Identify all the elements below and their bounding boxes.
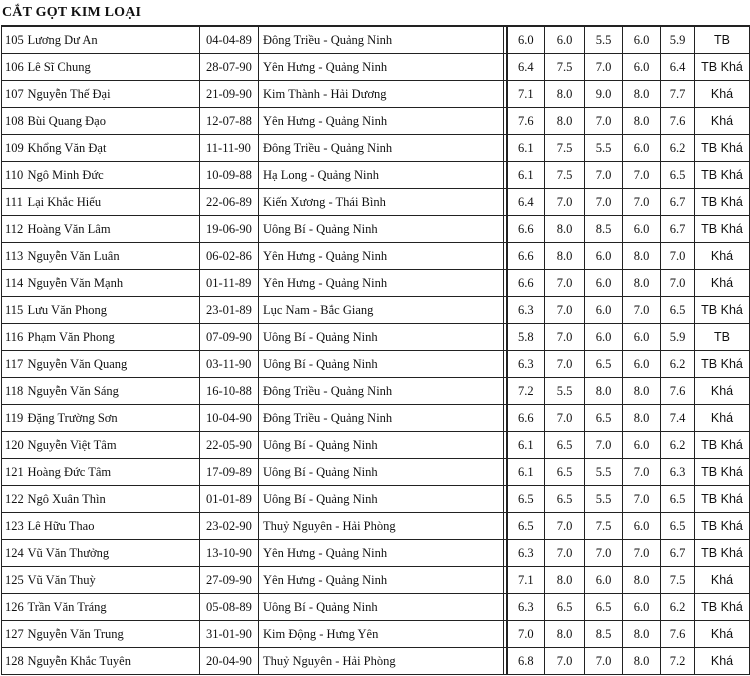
- table-row: [2, 351, 750, 378]
- score-2: 6.5: [545, 432, 585, 459]
- average-score: 7.4: [661, 405, 695, 432]
- student-name: Vũ Văn Thưởng: [26, 540, 200, 567]
- table-row: [2, 513, 750, 540]
- table-row: [2, 189, 750, 216]
- score-4: 6.0: [623, 26, 661, 54]
- birth-date: 11-11-90: [200, 135, 259, 162]
- score-2: 7.0: [545, 513, 585, 540]
- rank-label: TB Khá: [695, 135, 750, 162]
- rank-label: TB Khá: [695, 162, 750, 189]
- rank-label: TB Khá: [695, 459, 750, 486]
- hometown: Kim Động - Hưng Yên: [259, 621, 504, 648]
- score-2: 7.5: [545, 54, 585, 81]
- hometown: Lục Nam - Bắc Giang: [259, 297, 504, 324]
- table-row: [2, 297, 750, 324]
- average-score: 6.7: [661, 216, 695, 243]
- score-1: 6.5: [507, 486, 545, 513]
- rank-label: TB Khá: [695, 594, 750, 621]
- rank-label: TB Khá: [695, 486, 750, 513]
- table-row: [2, 486, 750, 513]
- section-heading: CẮT GỌT KIM LOẠI: [2, 5, 142, 20]
- score-3: 6.5: [585, 594, 623, 621]
- birth-date: 19-06-90: [200, 216, 259, 243]
- score-3: 5.5: [585, 486, 623, 513]
- rank-label: Khá: [695, 621, 750, 648]
- table-row: [2, 324, 750, 351]
- student-name: Nguyễn Văn Luân: [26, 243, 200, 270]
- score-2: 7.0: [545, 297, 585, 324]
- rank-label: TB Khá: [695, 540, 750, 567]
- score-4: 8.0: [623, 270, 661, 297]
- birth-date: 10-09-88: [200, 162, 259, 189]
- rank-label: Khá: [695, 378, 750, 405]
- birth-date: 01-11-89: [200, 270, 259, 297]
- score-2: 7.0: [545, 324, 585, 351]
- student-name: Nguyễn Văn Mạnh: [26, 270, 200, 297]
- student-name: Trần Văn Tráng: [26, 594, 200, 621]
- score-4: 7.0: [623, 297, 661, 324]
- table-body: [2, 26, 750, 675]
- score-4: 6.0: [623, 324, 661, 351]
- birth-date: 21-09-90: [200, 81, 259, 108]
- student-name: Ngô Xuân Thìn: [26, 486, 200, 513]
- birth-date: 23-01-89: [200, 297, 259, 324]
- score-3: 7.0: [585, 162, 623, 189]
- average-score: 7.5: [661, 567, 695, 594]
- student-name: Lương Dư An: [26, 26, 200, 54]
- hometown: Đông Triều - Quảng Ninh: [259, 405, 504, 432]
- row-number: 128: [2, 648, 26, 675]
- score-3: 5.5: [585, 459, 623, 486]
- row-number: 112: [2, 216, 26, 243]
- score-1: 6.4: [507, 189, 545, 216]
- score-4: 7.0: [623, 162, 661, 189]
- score-1: 7.1: [507, 81, 545, 108]
- score-4: 7.0: [623, 459, 661, 486]
- student-grades-table: [1, 25, 750, 675]
- student-name: Nguyễn Văn Trung: [26, 621, 200, 648]
- score-2: 8.0: [545, 216, 585, 243]
- rank-label: Khá: [695, 648, 750, 675]
- row-number: 120: [2, 432, 26, 459]
- score-3: 8.5: [585, 621, 623, 648]
- birth-date: 05-08-89: [200, 594, 259, 621]
- score-3: 7.0: [585, 432, 623, 459]
- average-score: 6.3: [661, 459, 695, 486]
- hometown: Kiến Xương - Thái Bình: [259, 189, 504, 216]
- table-row: [2, 135, 750, 162]
- score-2: 6.5: [545, 486, 585, 513]
- average-score: 7.2: [661, 648, 695, 675]
- student-name: Ngô Minh Đức: [26, 162, 200, 189]
- score-2: 5.5: [545, 378, 585, 405]
- average-score: 6.4: [661, 54, 695, 81]
- average-score: 6.5: [661, 297, 695, 324]
- average-score: 6.7: [661, 189, 695, 216]
- student-name: Bùi Quang Đạo: [26, 108, 200, 135]
- average-score: 7.0: [661, 270, 695, 297]
- rank-label: TB Khá: [695, 351, 750, 378]
- score-4: 8.0: [623, 621, 661, 648]
- table-row: [2, 405, 750, 432]
- birth-date: 16-10-88: [200, 378, 259, 405]
- score-4: 7.0: [623, 486, 661, 513]
- score-2: 8.0: [545, 108, 585, 135]
- table-row: [2, 648, 750, 675]
- rank-label: Khá: [695, 81, 750, 108]
- score-2: 7.0: [545, 405, 585, 432]
- average-score: 7.6: [661, 621, 695, 648]
- score-1: 6.3: [507, 297, 545, 324]
- row-number: 116: [2, 324, 26, 351]
- average-score: 5.9: [661, 324, 695, 351]
- row-number: 119: [2, 405, 26, 432]
- hometown: Uông Bí - Quảng Ninh: [259, 216, 504, 243]
- rank-label: TB Khá: [695, 432, 750, 459]
- row-number: 126: [2, 594, 26, 621]
- score-4: 6.0: [623, 594, 661, 621]
- score-2: 8.0: [545, 567, 585, 594]
- student-name: Nguyễn Văn Sáng: [26, 378, 200, 405]
- student-name: Khổng Văn Đạt: [26, 135, 200, 162]
- birth-date: 01-01-89: [200, 486, 259, 513]
- hometown: Đông Triều - Quảng Ninh: [259, 26, 504, 54]
- birth-date: 28-07-90: [200, 54, 259, 81]
- score-1: 6.1: [507, 135, 545, 162]
- score-2: 7.0: [545, 648, 585, 675]
- score-1: 6.6: [507, 270, 545, 297]
- hometown: Yên Hưng - Quảng Ninh: [259, 108, 504, 135]
- rank-label: Khá: [695, 108, 750, 135]
- row-number: 108: [2, 108, 26, 135]
- score-4: 8.0: [623, 378, 661, 405]
- hometown: Kim Thành - Hải Dương: [259, 81, 504, 108]
- score-3: 5.5: [585, 135, 623, 162]
- score-2: 7.0: [545, 540, 585, 567]
- row-number: 127: [2, 621, 26, 648]
- score-2: 7.0: [545, 270, 585, 297]
- row-number: 114: [2, 270, 26, 297]
- score-4: 7.0: [623, 189, 661, 216]
- birth-date: 07-09-90: [200, 324, 259, 351]
- rank-label: TB Khá: [695, 54, 750, 81]
- birth-date: 31-01-90: [200, 621, 259, 648]
- table-row: [2, 567, 750, 594]
- birth-date: 06-02-86: [200, 243, 259, 270]
- score-1: 6.6: [507, 243, 545, 270]
- score-1: 6.6: [507, 216, 545, 243]
- score-3: 6.0: [585, 270, 623, 297]
- hometown: Uông Bí - Quảng Ninh: [259, 594, 504, 621]
- birth-date: 22-06-89: [200, 189, 259, 216]
- rank-label: TB Khá: [695, 216, 750, 243]
- rank-label: TB Khá: [695, 189, 750, 216]
- table-row: [2, 378, 750, 405]
- hometown: Yên Hưng - Quảng Ninh: [259, 540, 504, 567]
- rank-label: Khá: [695, 243, 750, 270]
- table-row: [2, 540, 750, 567]
- birth-date: 27-09-90: [200, 567, 259, 594]
- hometown: Thuỷ Nguyên - Hải Phòng: [259, 648, 504, 675]
- score-2: 6.0: [545, 26, 585, 54]
- score-2: 6.5: [545, 459, 585, 486]
- row-number: 123: [2, 513, 26, 540]
- score-4: 8.0: [623, 648, 661, 675]
- student-name: Lại Khắc Hiếu: [26, 189, 200, 216]
- hometown: Yên Hưng - Quảng Ninh: [259, 270, 504, 297]
- student-name: Phạm Văn Phong: [26, 324, 200, 351]
- score-3: 8.0: [585, 378, 623, 405]
- score-4: 6.0: [623, 351, 661, 378]
- birth-date: 10-04-90: [200, 405, 259, 432]
- rank-label: Khá: [695, 405, 750, 432]
- birth-date: 23-02-90: [200, 513, 259, 540]
- score-4: 8.0: [623, 405, 661, 432]
- rank-label: TB: [695, 324, 750, 351]
- score-1: 6.5: [507, 513, 545, 540]
- table-row: [2, 26, 750, 54]
- rank-label: TB: [695, 26, 750, 54]
- birth-date: 17-09-89: [200, 459, 259, 486]
- hometown: Đông Triều - Quảng Ninh: [259, 378, 504, 405]
- student-name: Nguyễn Văn Quang: [26, 351, 200, 378]
- row-number: 109: [2, 135, 26, 162]
- score-4: 8.0: [623, 108, 661, 135]
- birth-date: 13-10-90: [200, 540, 259, 567]
- student-name: Vũ Văn Thuỳ: [26, 567, 200, 594]
- score-1: 6.0: [507, 26, 545, 54]
- score-2: 6.5: [545, 594, 585, 621]
- hometown: Yên Hưng - Quảng Ninh: [259, 54, 504, 81]
- row-number: 125: [2, 567, 26, 594]
- score-4: 6.0: [623, 216, 661, 243]
- average-score: 6.2: [661, 432, 695, 459]
- score-2: 8.0: [545, 621, 585, 648]
- score-3: 6.0: [585, 567, 623, 594]
- table-row: [2, 270, 750, 297]
- row-number: 118: [2, 378, 26, 405]
- student-name: Nguyễn Thế Đại: [26, 81, 200, 108]
- hometown: Đông Triều - Quảng Ninh: [259, 135, 504, 162]
- score-1: 7.6: [507, 108, 545, 135]
- score-3: 6.5: [585, 405, 623, 432]
- table-row: [2, 594, 750, 621]
- row-number: 110: [2, 162, 26, 189]
- score-1: 7.1: [507, 567, 545, 594]
- score-3: 7.0: [585, 54, 623, 81]
- rank-label: Khá: [695, 270, 750, 297]
- score-1: 6.3: [507, 540, 545, 567]
- student-name: Nguyễn Việt Tâm: [26, 432, 200, 459]
- score-3: 9.0: [585, 81, 623, 108]
- hometown: Uông Bí - Quảng Ninh: [259, 459, 504, 486]
- student-name: Lê Hữu Thao: [26, 513, 200, 540]
- hometown: Yên Hưng - Quảng Ninh: [259, 567, 504, 594]
- rank-label: Khá: [695, 567, 750, 594]
- table-row: [2, 108, 750, 135]
- average-score: 5.9: [661, 26, 695, 54]
- average-score: 6.5: [661, 486, 695, 513]
- average-score: 7.7: [661, 81, 695, 108]
- row-number: 113: [2, 243, 26, 270]
- student-name: Đặng Trường Sơn: [26, 405, 200, 432]
- hometown: Thuỷ Nguyên - Hải Phòng: [259, 513, 504, 540]
- row-number: 106: [2, 54, 26, 81]
- row-number: 117: [2, 351, 26, 378]
- hometown: Uông Bí - Quảng Ninh: [259, 324, 504, 351]
- score-1: 6.1: [507, 459, 545, 486]
- student-name: Nguyễn Khắc Tuyên: [26, 648, 200, 675]
- score-1: 6.3: [507, 351, 545, 378]
- score-2: 8.0: [545, 81, 585, 108]
- average-score: 6.2: [661, 351, 695, 378]
- score-3: 6.0: [585, 324, 623, 351]
- score-4: 6.0: [623, 513, 661, 540]
- score-2: 7.0: [545, 189, 585, 216]
- score-2: 7.0: [545, 351, 585, 378]
- score-3: 5.5: [585, 26, 623, 54]
- row-number: 105: [2, 26, 26, 54]
- average-score: 7.0: [661, 243, 695, 270]
- score-3: 7.0: [585, 648, 623, 675]
- score-1: 6.4: [507, 54, 545, 81]
- row-number: 111: [2, 189, 26, 216]
- score-3: 6.0: [585, 243, 623, 270]
- hometown: Uông Bí - Quảng Ninh: [259, 486, 504, 513]
- table-row: [2, 162, 750, 189]
- score-4: 6.0: [623, 432, 661, 459]
- score-3: 7.0: [585, 189, 623, 216]
- row-number: 107: [2, 81, 26, 108]
- average-score: 6.2: [661, 135, 695, 162]
- rank-label: TB Khá: [695, 297, 750, 324]
- score-2: 7.5: [545, 135, 585, 162]
- score-4: 8.0: [623, 81, 661, 108]
- birth-date: 04-04-89: [200, 26, 259, 54]
- average-score: 7.6: [661, 378, 695, 405]
- score-3: 6.5: [585, 351, 623, 378]
- average-score: 6.7: [661, 540, 695, 567]
- rank-label: TB Khá: [695, 513, 750, 540]
- student-name: Lê Sĩ Chung: [26, 54, 200, 81]
- score-1: 7.2: [507, 378, 545, 405]
- row-number: 124: [2, 540, 26, 567]
- average-score: 6.5: [661, 513, 695, 540]
- student-name: Hoàng Đức Tâm: [26, 459, 200, 486]
- score-3: 6.0: [585, 297, 623, 324]
- score-4: 7.0: [623, 540, 661, 567]
- table-row: [2, 459, 750, 486]
- score-1: 5.8: [507, 324, 545, 351]
- score-1: 6.1: [507, 432, 545, 459]
- score-3: 7.0: [585, 540, 623, 567]
- student-name: Lưu Văn Phong: [26, 297, 200, 324]
- score-2: 8.0: [545, 243, 585, 270]
- table-row: [2, 216, 750, 243]
- birth-date: 20-04-90: [200, 648, 259, 675]
- table-row: [2, 81, 750, 108]
- average-score: 7.6: [661, 108, 695, 135]
- hometown: Hạ Long - Quảng Ninh: [259, 162, 504, 189]
- table-row: [2, 621, 750, 648]
- birth-date: 22-05-90: [200, 432, 259, 459]
- table-row: [2, 243, 750, 270]
- row-number: 115: [2, 297, 26, 324]
- score-4: 6.0: [623, 135, 661, 162]
- score-3: 7.0: [585, 108, 623, 135]
- row-number: 121: [2, 459, 26, 486]
- score-4: 8.0: [623, 567, 661, 594]
- score-3: 7.5: [585, 513, 623, 540]
- score-3: 8.5: [585, 216, 623, 243]
- score-1: 7.0: [507, 621, 545, 648]
- table-row: [2, 54, 750, 81]
- birth-date: 03-11-90: [200, 351, 259, 378]
- student-name: Hoàng Văn Lâm: [26, 216, 200, 243]
- score-1: 6.8: [507, 648, 545, 675]
- birth-date: 12-07-88: [200, 108, 259, 135]
- score-1: 6.3: [507, 594, 545, 621]
- score-4: 6.0: [623, 54, 661, 81]
- score-1: 6.6: [507, 405, 545, 432]
- hometown: Uông Bí - Quảng Ninh: [259, 432, 504, 459]
- row-number: 122: [2, 486, 26, 513]
- score-4: 8.0: [623, 243, 661, 270]
- average-score: 6.5: [661, 162, 695, 189]
- table-row: [2, 432, 750, 459]
- hometown: Yên Hưng - Quảng Ninh: [259, 243, 504, 270]
- score-2: 7.5: [545, 162, 585, 189]
- hometown: Uông Bí - Quảng Ninh: [259, 351, 504, 378]
- average-score: 6.2: [661, 594, 695, 621]
- score-1: 6.1: [507, 162, 545, 189]
